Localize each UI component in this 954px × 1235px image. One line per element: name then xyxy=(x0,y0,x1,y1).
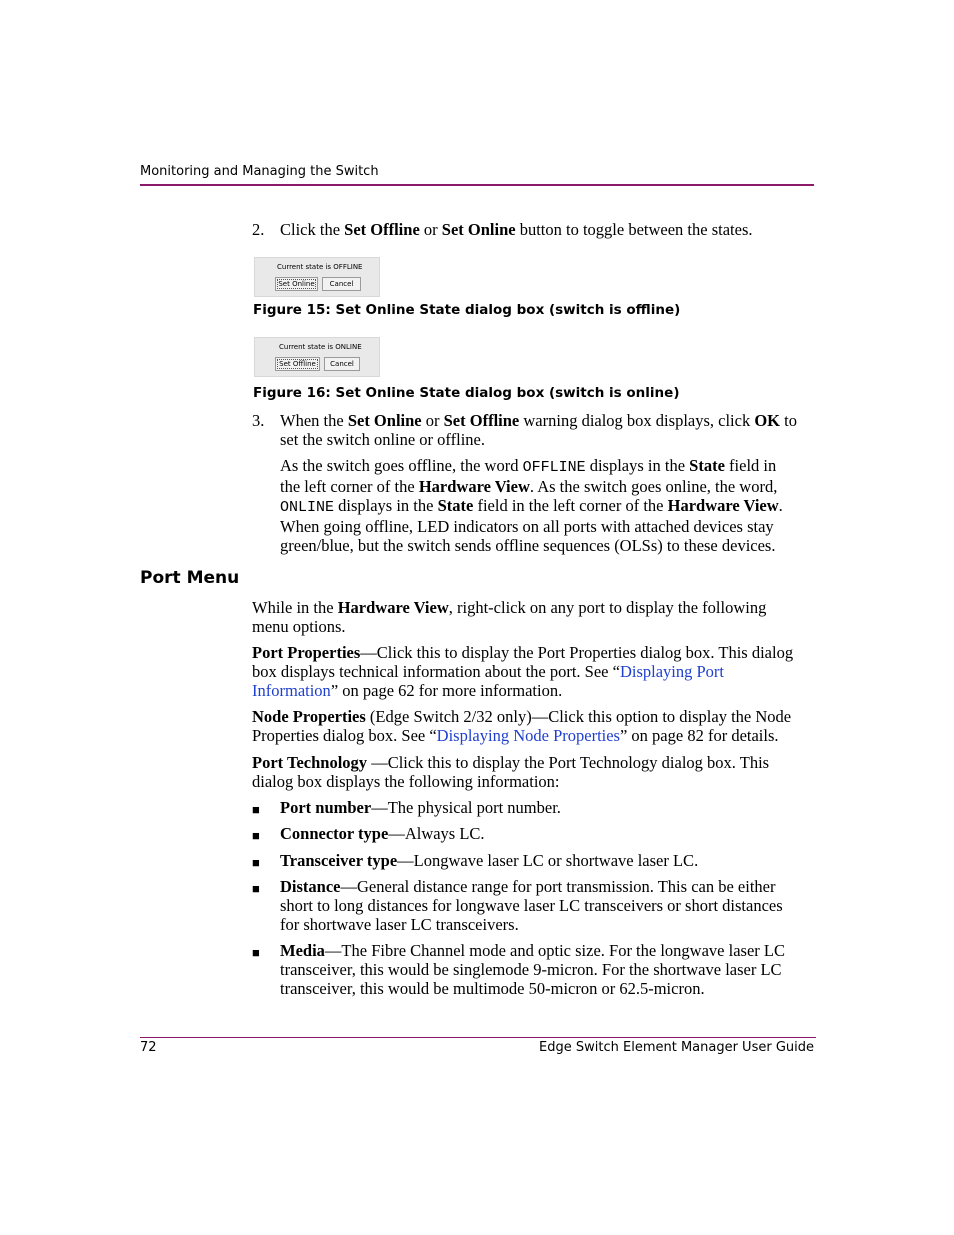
step-2-text: Click the Set Offline or Set Online button to toggle between the states. xyxy=(280,220,753,239)
bullet-marker: ■ xyxy=(252,945,260,960)
current-state-label: Current state is OFFLINE xyxy=(277,263,363,271)
port-properties-paragraph: Port Properties—Click this to display the Port Properties dialog box. This dialog box displays technical information about the port. See “Displaying Port Information” on page 62 for more information. xyxy=(252,643,794,700)
footer-rule xyxy=(140,1037,816,1038)
figure-16-caption: Figure 16: Set Online State dialog box (switch is online) xyxy=(253,385,680,401)
list-item: Media—The Fibre Channel mode and optic size. For the longwave laser LC transceiver, this would be singlemode 9-micron. For the shortwave laser LC transceiver, this would be multimode 50-micron or 62.5-micron. xyxy=(280,941,785,998)
port-technology-paragraph: Port Technology —Click this to display the Port Technology dialog box. This dialog box displays the following information: xyxy=(252,753,770,791)
step-3-text: When the Set Online or Set Offline warning dialog box displays, click OK to set the switch online or offline. xyxy=(280,411,797,449)
state-paragraph: As the switch goes offline, the word OFFLINE displays in the State field in the left corner of the Hardware View. As the switch goes online, the word, ONLINE displays in the State field in the left corner of the Hardware View. When going offline, LED indicators on all ports with attached devices stay green/blue, but the switch sends offline sequences (OLSs) to these devices. xyxy=(280,456,783,555)
page-number: 72 xyxy=(140,1040,157,1055)
bullet-marker: ■ xyxy=(252,828,260,843)
header-rule xyxy=(140,184,814,186)
bullet-marker: ■ xyxy=(252,881,260,896)
current-state-label: Current state is ONLINE xyxy=(279,343,362,351)
displaying-node-properties-link[interactable]: Displaying Node Properties xyxy=(436,726,620,745)
running-header: Monitoring and Managing the Switch xyxy=(140,164,379,179)
step-2-number: 2. xyxy=(252,220,265,239)
bullet-marker: ■ xyxy=(252,855,260,870)
section-heading-port-menu: Port Menu xyxy=(140,568,240,588)
set-online-state-dialog-online xyxy=(254,337,380,377)
bullet-marker: ■ xyxy=(252,802,260,817)
document-title: Edge Switch Element Manager User Guide xyxy=(539,1040,814,1055)
set-offline-button[interactable]: Set Offline xyxy=(275,357,320,371)
set-online-state-dialog-offline xyxy=(254,257,380,297)
list-item: Distance—General distance range for port transmission. This can be either short to long distances for longwave laser LC transceivers or short distances for shortwave laser LC transceivers. xyxy=(280,877,783,934)
port-menu-intro: While in the Hardware View, right-click on any port to display the following menu options. xyxy=(252,598,767,636)
list-item: Port number—The physical port number. xyxy=(280,798,561,817)
node-properties-paragraph: Node Properties (Edge Switch 2/32 only)—Click this option to display the Node Properties dialog box. See “Displaying Node Properties” on page 82 for details. xyxy=(252,707,792,745)
cancel-button[interactable]: Cancel xyxy=(322,277,361,291)
set-online-button[interactable]: Set Online xyxy=(275,277,318,291)
list-item: Transceiver type—Longwave laser LC or shortwave laser LC. xyxy=(280,851,699,870)
cancel-button[interactable]: Cancel xyxy=(324,357,360,371)
list-item: Connector type—Always LC. xyxy=(280,824,485,843)
displaying-port-information-link[interactable]: Displaying Port xyxy=(619,662,724,681)
displaying-port-information-link-cont[interactable]: Information xyxy=(252,681,331,700)
step-3-number: 3. xyxy=(252,411,265,430)
figure-15-caption: Figure 15: Set Online State dialog box (switch is offline) xyxy=(253,302,681,318)
